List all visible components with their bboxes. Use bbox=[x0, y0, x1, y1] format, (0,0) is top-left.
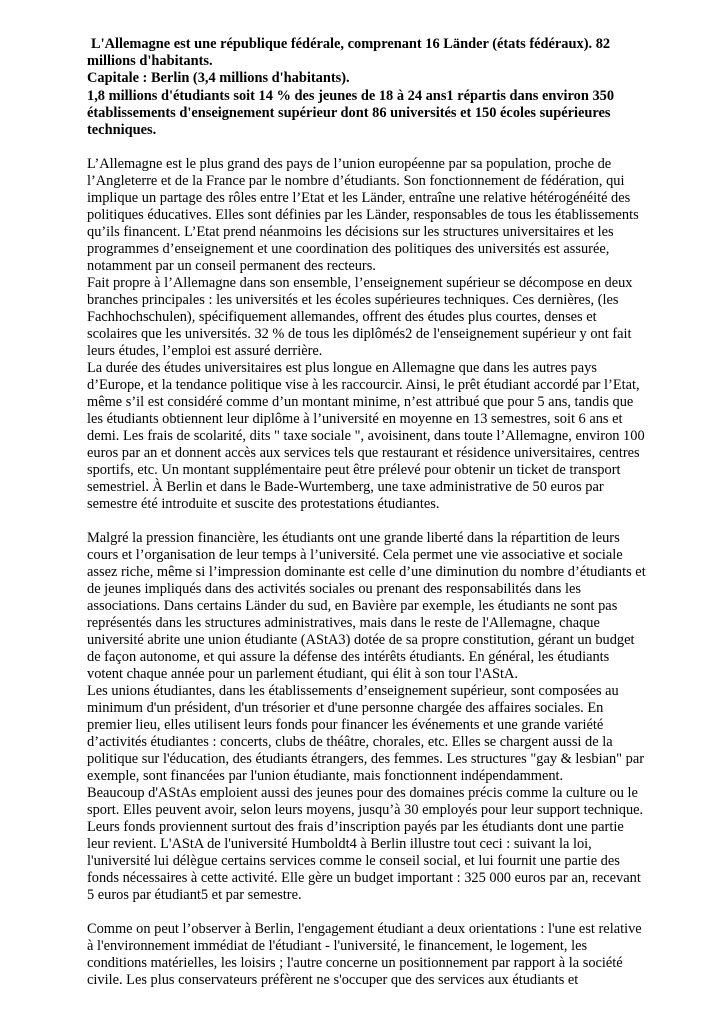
body-text bbox=[87, 156, 647, 989]
header-line-capital: Capitale : Berlin (3,4 millions d'habitants). bbox=[87, 70, 350, 87]
paragraph-4: Malgré la pression financière, les étudiants ont une grande liberté dans la répartition de leurs cours et l’organisation de leur temps à l’université. Cela permet une vie associative et sociale assez riche, même si l’impression dominante est celle d’une diminution du nombre d’étudiants et de jeunes impliqués dans des activités sociales ou prenant des responsabilités dans les associations. Dans certains Länder du sud, en Bavière par exemple, les étudiants ne sont pas représentés dans les structures administratives, mais dans le reste de l'Allemagne, chaque université abrite une union étudiante (AStA3) dotée de sa propre constitution, gérant un budget de façon autonome, et qui assure la défense des intérêts étudiants. En général, les étudiants votent chaque année pour un parlement étudiant, qui élit à son tour l'AStA. bbox=[87, 530, 646, 683]
paragraph-6: Beaucoup d'AStAs emploient aussi des jeunes pour des domaines précis comme la culture ou le sport. Elles peuvent avoir, selon leurs moyens, jusqu’à 30 employés pour leur support technique. Leurs fonds proviennent surtout des frais d’inscription payés par les étudiants dont une partie leur revient. L'AStA de l'université Humboldt4 à Berlin illustre tout ceci : suivant la loi, l'université lui délègue certains services comme le conseil social, et lui fournit une partie des fonds nécessaires à cette activité. Elle gère un budget important : 325 000 euros par an, recevant 5 euros par étudiant5 et par semestre. bbox=[87, 785, 644, 904]
header-block bbox=[87, 36, 647, 139]
header-line-country: L'Allemagne est une république fédérale, comprenant 16 Länder (états fédéraux). 82 millions d'habitants. bbox=[87, 36, 611, 70]
paragraph-7: Comme on peut l’observer à Berlin, l'engagement étudiant a deux orientations : l'une est relative à l'environnement immédiat de l'étudiant - l'université, le financement, le logement, les conditions matérielles, les loisirs ; l'autre concerne un positionnement par rapport à la société civile. Les plus conservateurs préfèrent ne s'occuper que des services aux étudiants et bbox=[87, 921, 642, 989]
paragraph-1: L’Allemagne est le plus grand des pays de l’union européenne par sa population, proche de l’Angleterre et de la France par le nombre d’étudiants. Son fonctionnement de fédération, qui implique un partage des rôles entre l’Etat et les Länder, entraîne une relative hétérogénéité des politiques éducatives. Elles sont définies par les Länder, responsables de tous les établissements qu’ils financent. L’Etat prend néanmoins les décisions sur les structures universitaires et les programmes d’enseignement et une coordination des politiques des universités est assurée, notamment par un conseil permanent des recteurs. bbox=[87, 156, 639, 275]
paragraph-3: La durée des études universitaires est plus longue en Allemagne que dans les autres pays d’Europe, et la tendance politique vise à les raccourcir. Ainsi, le prêt étudiant accordé par l’Etat, même s’il est considéré comme d’un montant minime, n’est attribué que pour 5 ans, tandis que les étudiants obtiennent leur diplôme à l’université en moyenne en 13 semestres, soit 6 ans et demi. Les frais de scolarité, dits " taxe sociale ", avoisinent, dans toute l’Allemagne, environ 100 euros par an et donnent accès aux services tels que restaurant et résidence universitaires, centres sportifs, etc. Un montant supplémentaire peut être prélevé pour obtenir un ticket de transport semestriel. À Berlin et dans le Bade-Wurtemberg, une taxe administrative de 50 euros par semestre été introduite et suscite des protestations étudiantes. bbox=[87, 360, 645, 513]
paragraph-2: Fait propre à l’Allemagne dans son ensemble, l’enseignement supérieur se décompose en deux branches principales : les universités et les écoles supérieures techniques. Ces dernières, (les Fachhochschulen), spécifiquement allemandes, offrent des études plus courtes, denses et scolaires que les universités. 32 % de tous les diplômés2 de l'enseignement supérieur y ont fait leurs études, l’emploi est assuré derrière. bbox=[87, 275, 633, 360]
paragraph-gap bbox=[87, 513, 647, 530]
paragraph-gap bbox=[87, 904, 647, 921]
header-line-students: 1,8 millions d'étudiants soit 14 % des jeunes de 18 à 24 ans1 répartis dans environ 350 établissements d'enseignement supérieur dont 86 universités et 150 écoles supérieures techniques. bbox=[87, 87, 615, 139]
document-page bbox=[87, 36, 647, 989]
paragraph-5: Les unions étudiantes, dans les établissements d’enseignement supérieur, sont composées au minimum d'un président, d'un trésorier et d'une personne chargée des affaires sociales. En premier lieu, elles utilisent leurs fonds pour financer les événements et une grande variété d’activités étudiantes : concerts, clubs de théâtre, chorales, etc. Elles se chargent aussi de la politique sur l'éducation, des étudiants étrangers, des femmes. Les structures "gay & lesbian" par exemple, sont financées par l'union étudiante, mais fonctionnent indépendamment. bbox=[87, 683, 645, 785]
